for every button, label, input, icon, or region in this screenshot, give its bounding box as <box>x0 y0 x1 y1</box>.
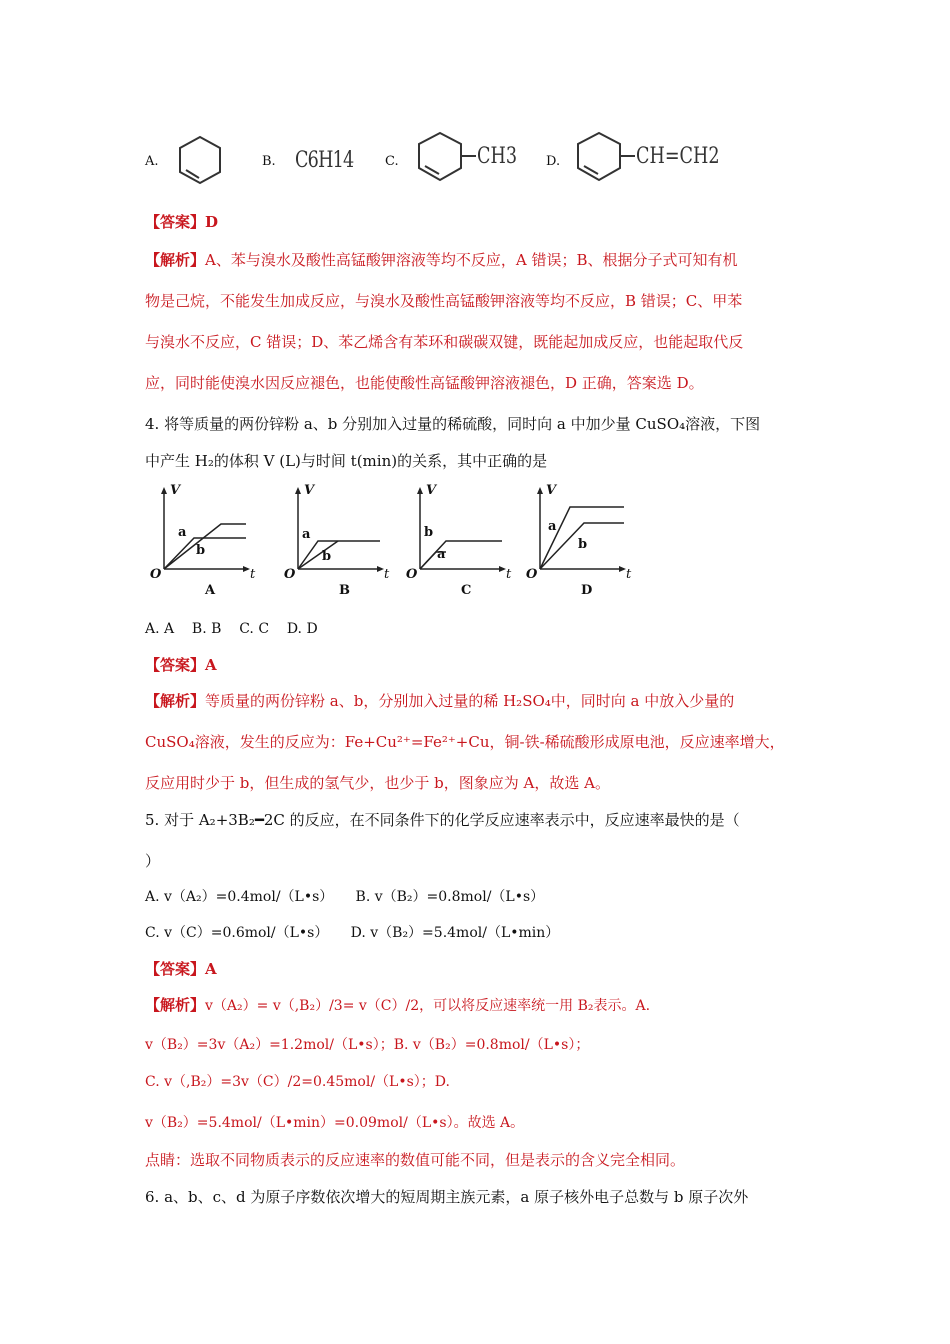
q3-answer: 【答案】D <box>145 213 219 231</box>
curve-a-label: a <box>178 525 187 540</box>
origin-label: O <box>526 567 538 582</box>
axis-v-label: V <box>170 483 181 498</box>
q5-analysis-line: v（B₂）=5.4mol/（L•min）=0.09mol/（L•s）。故选 A。 <box>145 1115 525 1131</box>
curve-a-label: a <box>548 519 557 534</box>
benzene-structure <box>176 134 224 186</box>
option-d-label: D. <box>546 154 561 169</box>
q4-analysis-line: CuSO₄溶液，发生的反应为：Fe+Cu²⁺=Fe²⁺+Cu，铜-铁-稀硫酸形成原电池，反应速率增大， <box>145 733 785 751</box>
graph-c <box>406 485 516 600</box>
q3-analysis-line: 与溴水不反应，C 错误；D、苯乙烯含有苯环和碳碳双键，既能起加成反应，也能起取代反 <box>145 333 744 351</box>
axis-v-label: V <box>426 483 437 498</box>
styrene-ring <box>573 130 637 184</box>
graph-c-plot <box>406 485 516 580</box>
q3-analysis-line: 物是己烷，不能发生加成反应，与溴水及酸性高锰酸钾溶液等均不反应，B 错误；C、甲苯 <box>145 292 743 310</box>
graph-caption: B <box>339 583 350 598</box>
q4-analysis-line: 【解析】等质量的两份锌粉 a、b，分别加入过量的稀 H₂SO₄中，同时向 a 中放入少量的 <box>145 692 735 710</box>
q5-answer: 【答案】A <box>145 960 217 978</box>
option-b-label: B. <box>262 154 276 169</box>
q3-analysis-line: 【解析】A、苯与溴水及酸性高锰酸钾溶液等均不反应，A 错误；B、根据分子式可知有机 <box>145 251 738 269</box>
graph-b-plot <box>284 485 394 580</box>
q5-options-line: C. v（C）=0.6mol/（L•s） D. v（B₂）=5.4mol/（L•min） <box>145 925 560 941</box>
q5-point-note: 点睛：选取不同物质表示的反应速率的数值可能不同，但是表示的含义完全相同。 <box>145 1151 686 1169</box>
q5-analysis-line: C. v（,B₂）=3v（C）/2=0.45mol/（L•s）；D. <box>145 1074 450 1090</box>
hexane-formula: C6H14 <box>295 148 354 173</box>
curve-b-label: b <box>578 537 588 552</box>
q5-stem-line: ） <box>145 852 161 870</box>
graph-d-plot <box>526 485 636 580</box>
q4-stem-line: 4. 将等质量的两份锌粉 a、b 分别加入过量的稀硫酸，同时向 a 中加少量 CuSO₄溶液，下图 <box>145 415 761 433</box>
graph-a <box>150 485 260 600</box>
axis-t-label: t <box>384 567 390 582</box>
q5-analysis-line: v（B₂）=3v（A₂）=1.2mol/（L•s）；B. v（B₂）=0.8mol/（L•s）； <box>145 1037 590 1053</box>
option-a-label: A. <box>145 154 159 169</box>
curve-a-label: a <box>437 547 446 562</box>
q4-options: A. A B. B C. C D. D <box>145 621 318 637</box>
graph-d <box>526 485 636 600</box>
toluene-ring <box>414 130 478 184</box>
curve-a-label: a <box>302 527 311 542</box>
q4-stem-line: 中产生 H₂的体积 V (L)与时间 t(min)的关系，其中正确的是 <box>145 452 548 470</box>
origin-label: O <box>150 567 162 582</box>
origin-label: O <box>406 567 418 582</box>
graph-a-plot <box>150 485 260 580</box>
axis-t-label: t <box>626 567 632 582</box>
axis-v-label: V <box>546 483 557 498</box>
curve-b-label: b <box>196 543 206 558</box>
q6-stem-line: 6. a、b、c、d 为原子序数依次增大的短周期主族元素，a 原子核外电子总数与 b 原子次外 <box>145 1188 749 1206</box>
methyl-group: CH3 <box>477 144 518 169</box>
graph-caption: C <box>461 583 472 598</box>
origin-label: O <box>284 567 296 582</box>
graph-caption: A <box>205 583 216 598</box>
graph-b <box>284 485 394 600</box>
q5-analysis-line: 【解析】v（A₂）= v（,B₂）/3= v（C）/2，可以将反应速率统一用 B₂表示。A. <box>145 996 651 1014</box>
vinyl-group: CH=CH2 <box>636 144 720 169</box>
curve-b-label: b <box>424 525 434 540</box>
axis-t-label: t <box>506 567 512 582</box>
q3-analysis-line: 应，同时能使溴水因反应褪色，也能使酸性高锰酸钾溶液褪色，D 正确，答案选 D。 <box>145 374 704 392</box>
axis-v-label: V <box>304 483 315 498</box>
curve-b-label: b <box>322 549 332 564</box>
q5-options-line: A. v（A₂）=0.4mol/（L•s） B. v（B₂）=0.8mol/（L•s） <box>145 889 545 905</box>
option-c-label: C. <box>385 154 399 169</box>
q4-answer: 【答案】A <box>145 656 217 674</box>
axis-t-label: t <box>250 567 256 582</box>
q4-analysis-line: 反应用时少于 b，但生成的氢气少，也少于 b，图象应为 A，故选 A。 <box>145 774 610 792</box>
q5-stem-line: 5. 对于 A₂+3B₂━2C 的反应，在不同条件下的化学反应速率表示中，反应速率最快的是（ <box>145 811 740 829</box>
graph-caption: D <box>581 583 593 598</box>
